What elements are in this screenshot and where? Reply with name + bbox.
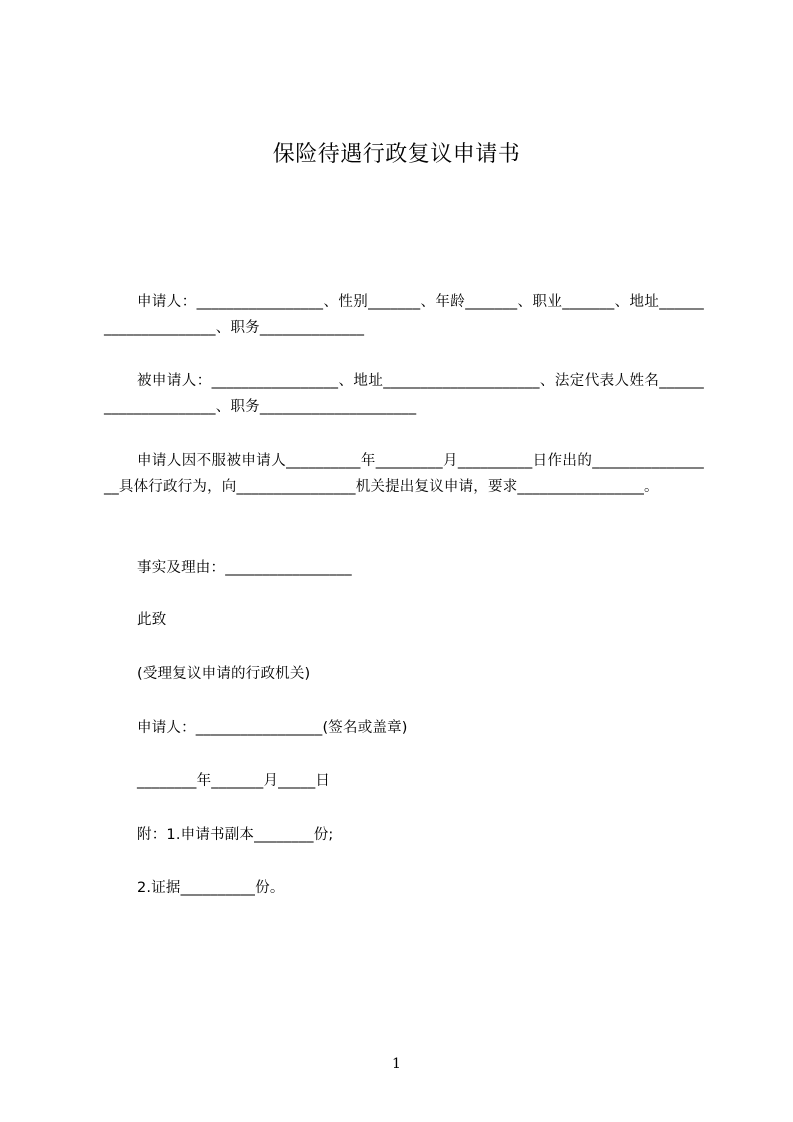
page-title: 保险待遇行政复议申请书 <box>272 142 521 167</box>
salutation-line: 此致 <box>137 612 167 628</box>
page-number: 1 <box>392 1056 401 1072</box>
request-paragraph: 申请人因不服被申请人__________年_________月__________日作出的_________________具体行政行为，向________________机关提出复议申请，要求_________________。 <box>104 453 704 495</box>
attachment-1-line: 附：1.申请书副本________份; <box>137 827 334 843</box>
respondent-info-paragraph: 被申请人：_________________、地址_____________________、法定代表人姓名_____________________、职务_____________________ <box>104 373 704 415</box>
recipient-line: (受理复议申请的行政机关) <box>137 666 311 682</box>
applicant-info-paragraph: 申请人：_________________、性别_______、年龄_______、职业_______、地址_____________________、职务______________ <box>104 294 704 336</box>
date-line: ________年_______月_____日 <box>137 773 331 789</box>
facts-and-reasons-line: 事实及理由：_________________ <box>137 560 352 576</box>
attachment-2-line: 2.证据__________份。 <box>137 880 285 896</box>
signature-line: 申请人：_________________(签名或盖章) <box>137 720 408 736</box>
